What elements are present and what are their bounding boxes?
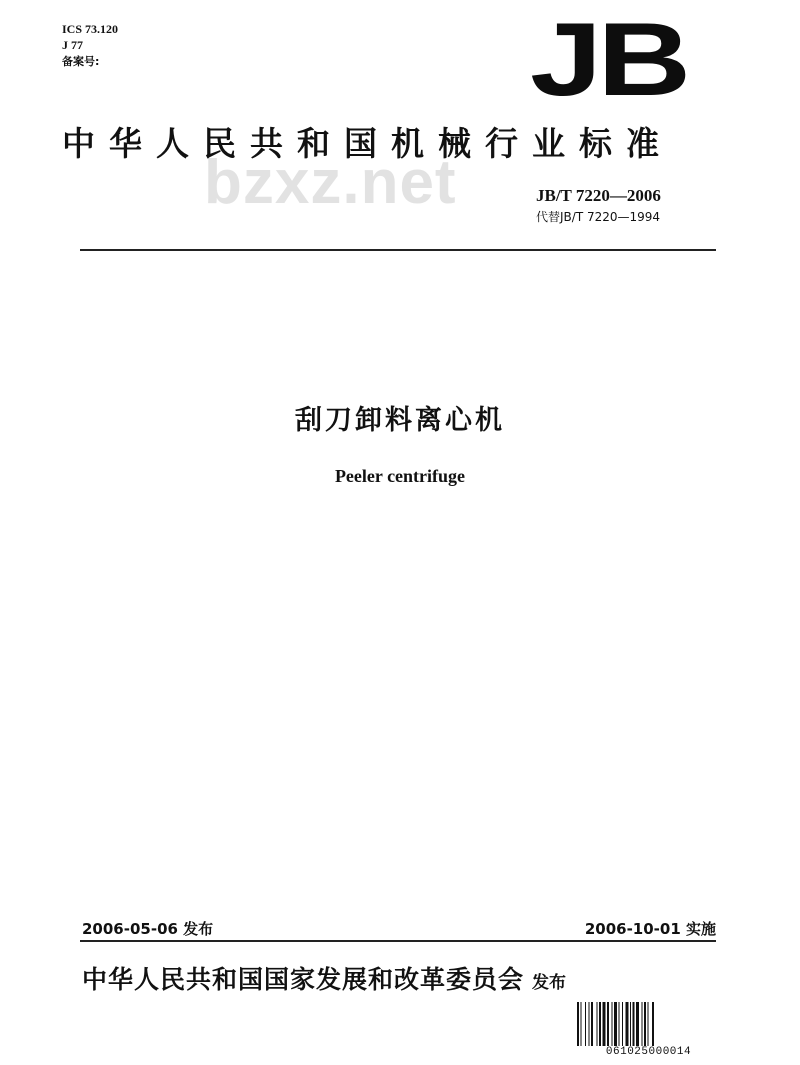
replaces-standard: 代替JB/T 7220—1994 (536, 210, 661, 224)
ccs-code: J 77 (62, 38, 83, 52)
barcode-bar (607, 1002, 609, 1046)
issuer-name: 中华人民共和国国家发展和改革委员会 (82, 965, 525, 994)
standard-number: JB/T 7220—2006 (536, 186, 661, 205)
barcode-bar (626, 1002, 629, 1046)
barcode-number: 061025000014 (605, 1046, 692, 1058)
barcode-bar (581, 1002, 582, 1046)
barcode-bar (622, 1002, 623, 1046)
barcode-bar (648, 1002, 649, 1046)
barcode-bar (633, 1002, 635, 1046)
ics-code: ICS 73.120 (62, 22, 119, 36)
issuer-suffix: 发布 (532, 973, 567, 993)
barcode-bar (636, 1002, 639, 1046)
barcode-bar (642, 1002, 643, 1046)
barcode-bar (591, 1002, 593, 1046)
document-title-english: Peeler centrifuge (334, 466, 466, 486)
barcode-bar (619, 1002, 620, 1046)
filing-number-label: 备案号: (62, 55, 100, 68)
barcode-bar (614, 1002, 617, 1046)
barcode-bar (644, 1002, 646, 1046)
barcode-bar (612, 1002, 613, 1046)
publish-date: 2006-05-06 发布 (82, 920, 214, 938)
bottom-divider (80, 940, 716, 942)
watermark: bzxz.net (204, 148, 457, 217)
barcode-bar (599, 1002, 601, 1046)
barcode-bar (589, 1002, 590, 1046)
jb-logo: JB (530, 2, 687, 118)
top-divider (80, 249, 716, 251)
effective-date: 2006-10-01 实施 (584, 920, 716, 938)
barcode-bar (603, 1002, 606, 1046)
document-title-chinese: 刮刀卸料离心机 (295, 405, 505, 436)
barcode-bar (630, 1002, 631, 1046)
barcode-bar (585, 1002, 586, 1046)
barcode-bar (597, 1002, 598, 1046)
issuer-line (82, 960, 566, 996)
barcode-bar (652, 1002, 654, 1046)
authority-title: 中华人民共和国机械行业标准 (62, 124, 673, 163)
barcode (577, 1002, 720, 1046)
barcode-bar (577, 1002, 579, 1046)
